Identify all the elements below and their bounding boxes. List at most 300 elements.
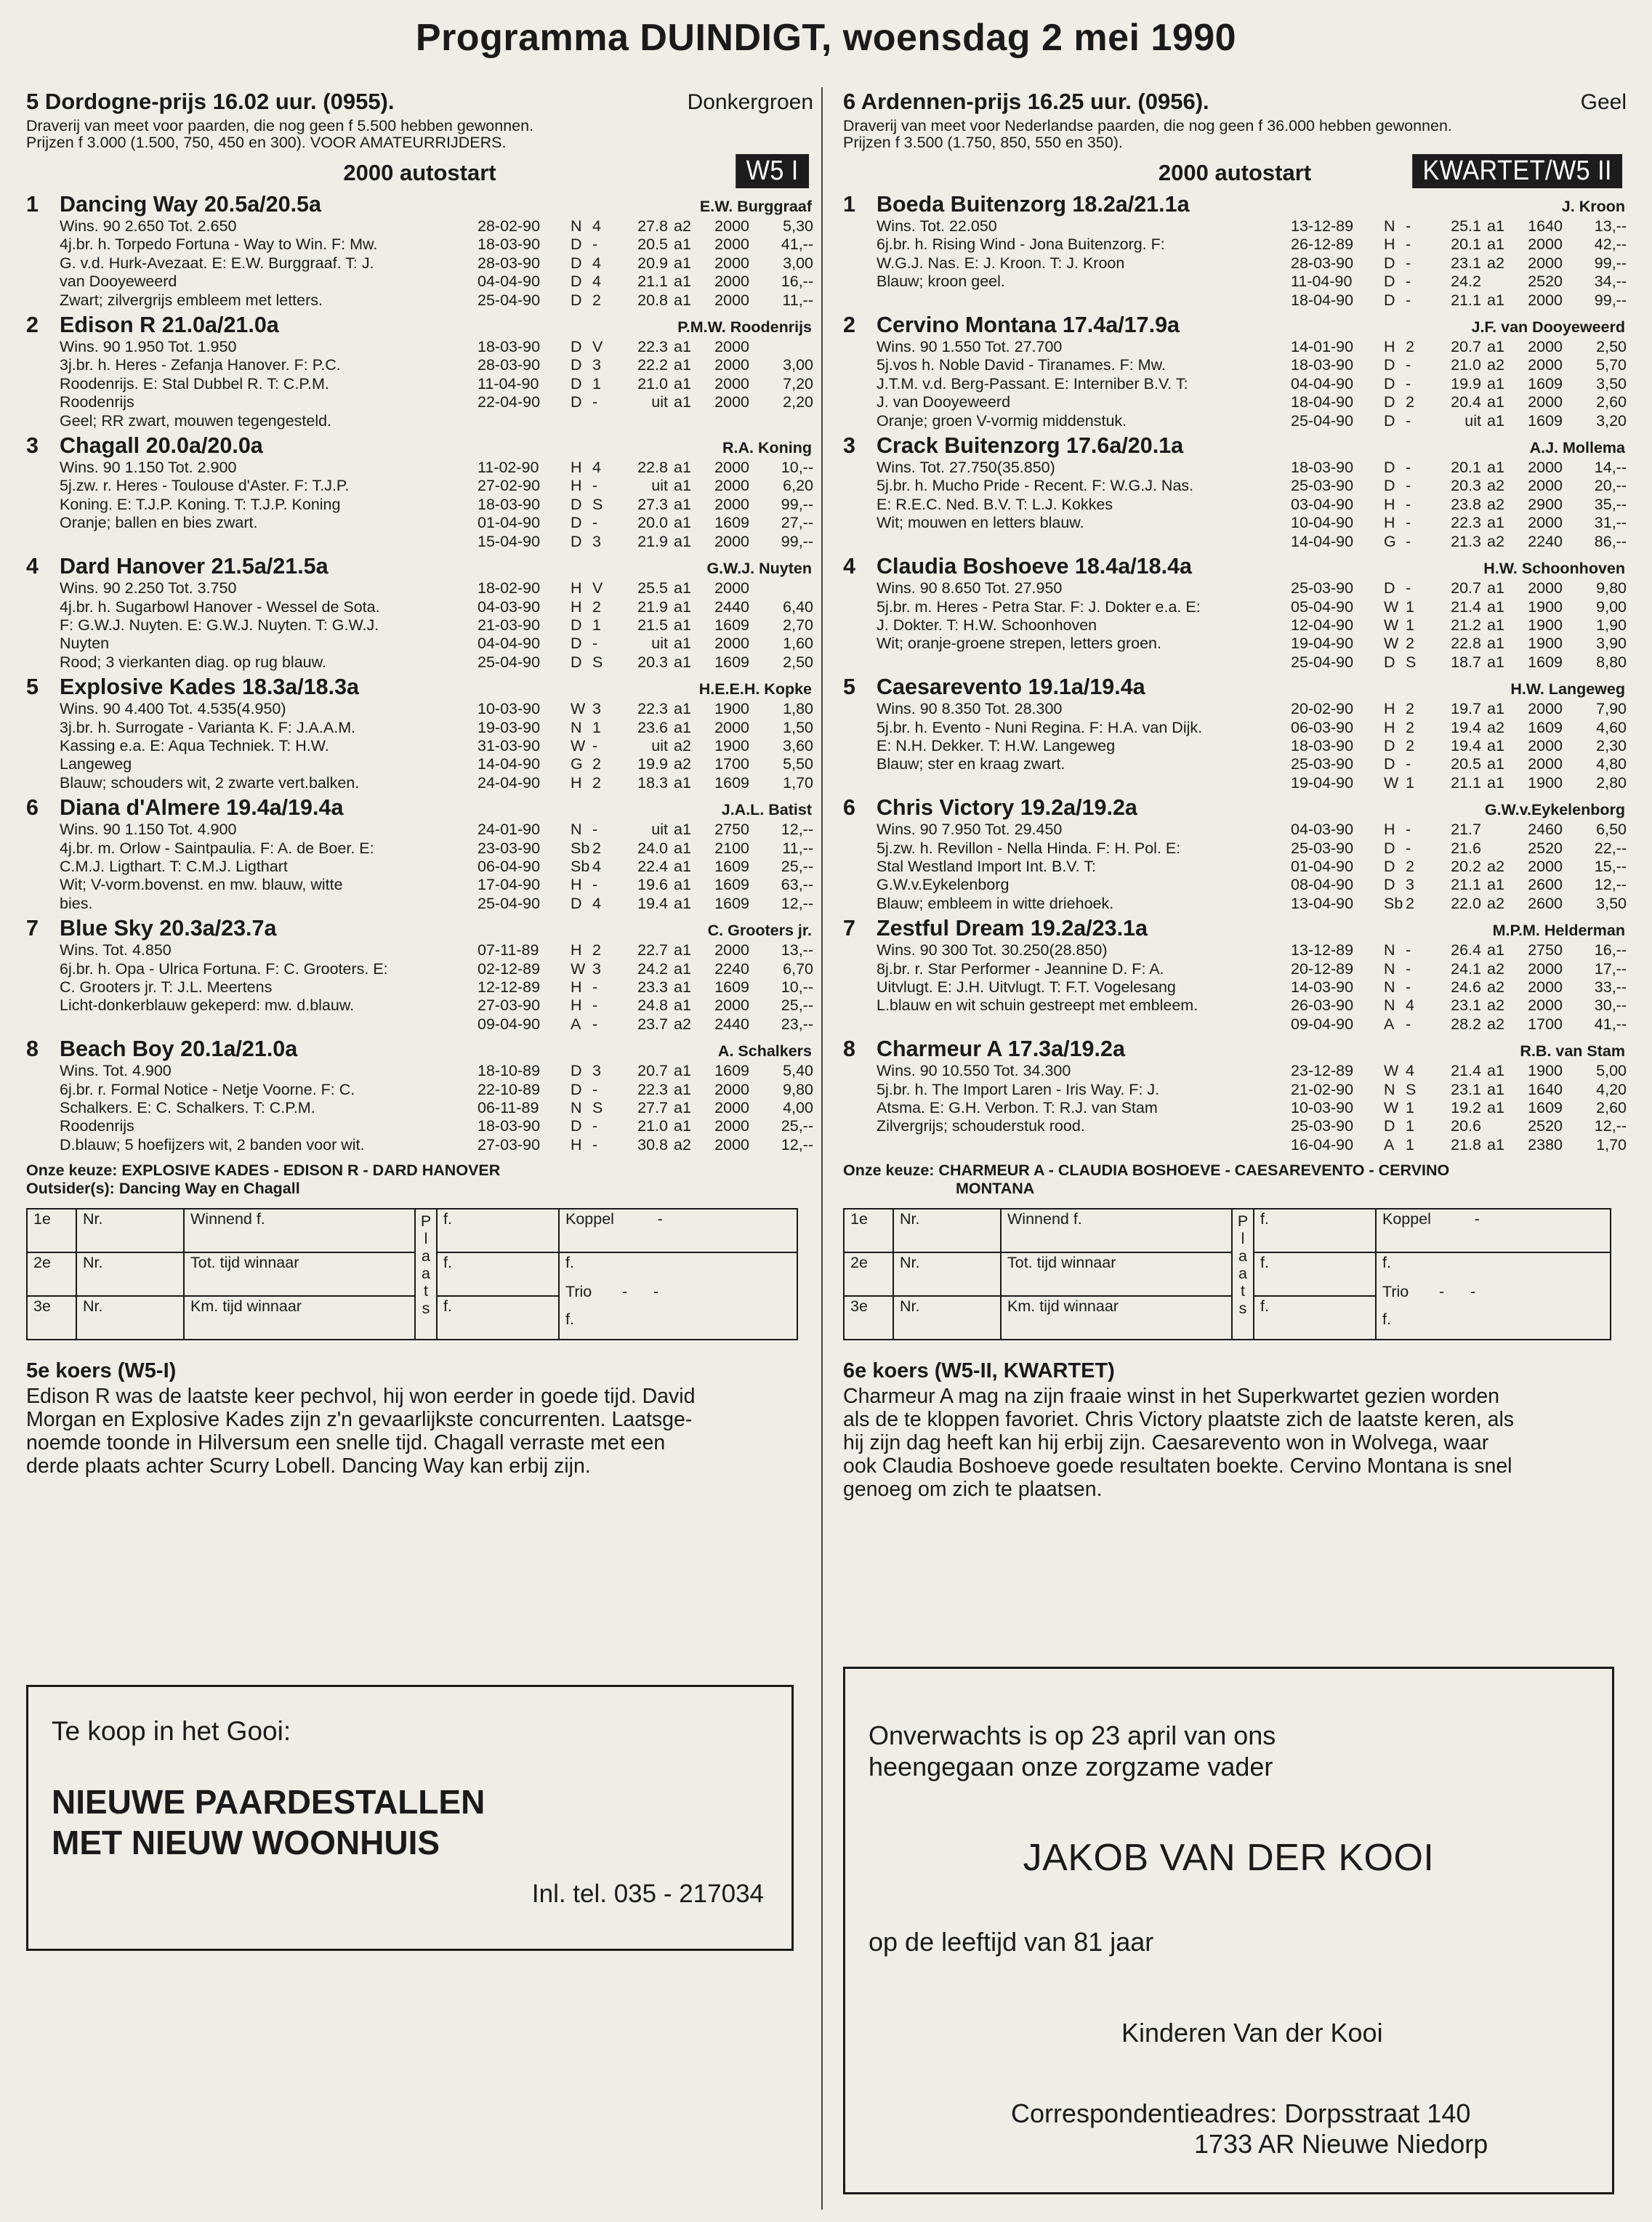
perf-date: 13-04-90: [1291, 894, 1354, 912]
perf-prize: 5,50: [783, 755, 813, 773]
result-place: 1e: [27, 1209, 76, 1252]
perf-track: D: [571, 616, 582, 634]
plaats-letter: s: [1238, 1300, 1247, 1318]
perf-track: D: [571, 236, 582, 254]
perf-start: a1: [674, 997, 691, 1015]
perf-track: H: [1384, 700, 1395, 718]
perf-track: N: [571, 821, 582, 839]
perf-distance: 2000: [714, 236, 749, 254]
perf-date: 08-04-90: [1291, 876, 1354, 894]
perf-date: 18-03-90: [478, 338, 541, 356]
autostart-label: 2000 autostart: [343, 160, 496, 185]
horse-details: [26, 941, 813, 1034]
perf-date: 25-03-90: [1291, 477, 1354, 495]
perf-distance: 1900: [1528, 635, 1563, 653]
perf-track: H: [571, 978, 582, 996]
horse-info-line: E: N.H. Dekker. T: H.W. Langeweg: [877, 736, 1116, 754]
perf-date: 18-03-90: [1291, 356, 1354, 374]
horse-info: [60, 821, 478, 913]
perf-prize: 2,50: [783, 653, 813, 671]
perf-distance: 2600: [1528, 876, 1563, 894]
perf-start: a1: [1487, 1135, 1504, 1154]
performance-row: [1291, 858, 1627, 876]
perf-prize: 1,90: [1596, 616, 1627, 634]
perf-start: a1: [1487, 941, 1504, 959]
perf-distance: 2000: [714, 459, 749, 477]
horse-performance: [478, 459, 813, 551]
perf-start: a1: [674, 978, 691, 996]
perf-position: -: [1406, 254, 1411, 272]
horse-name: [843, 554, 1192, 579]
plaats-amount: f.: [1254, 1252, 1376, 1296]
perf-track: H: [1384, 514, 1395, 532]
result-nr: Nr.: [893, 1296, 1001, 1340]
horse-details: [843, 579, 1627, 672]
perf-prize: 10,--: [781, 459, 813, 477]
perf-start: a2: [1487, 254, 1504, 272]
horse-info: [60, 459, 478, 551]
perf-start: a2: [674, 217, 691, 235]
perf-position: 3: [592, 959, 601, 978]
perf-date: 12-12-89: [478, 978, 541, 996]
horse-name-text: Claudia Boshoeve 18.4a/18.4a: [877, 554, 1192, 579]
horse-details: [843, 700, 1627, 792]
perf-date: 24-04-90: [478, 773, 541, 792]
perf-distance: 2000: [1528, 978, 1563, 996]
performance-row: [478, 1015, 813, 1034]
perf-distance: 1900: [1528, 773, 1563, 792]
perf-distance: 1640: [1528, 1080, 1563, 1098]
perf-start: a1: [674, 1099, 691, 1117]
horse-info: [877, 459, 1291, 551]
perf-start: a2: [674, 1015, 691, 1033]
horse-info-line: Wins. Tot. 22.050: [877, 217, 997, 235]
perf-prize: 5,30: [783, 217, 813, 235]
perf-date: 15-04-90: [478, 532, 541, 550]
horse-name: [843, 795, 1137, 821]
horse-info-line: Wins. 90 7.950 Tot. 29.450: [877, 821, 1063, 839]
perf-prize: 99,--: [781, 495, 813, 513]
perf-date: 09-04-90: [478, 1015, 541, 1033]
race-header: [843, 89, 1627, 115]
plaats-label: [415, 1209, 437, 1340]
perf-track: D: [1384, 579, 1395, 597]
race-title: 5 Dordogne-prijs 16.02 uur. (0955).: [26, 89, 395, 114]
horse-driver: A.J. Mollema: [1529, 439, 1625, 457]
perf-prize: [749, 338, 813, 356]
performance-row: [478, 533, 813, 551]
perf-time: 20.6: [1451, 1117, 1481, 1135]
perf-track: N: [571, 718, 582, 736]
horse-info-line: Wins. 90 300 Tot. 30.250(28.850): [877, 941, 1108, 959]
horse-info-line: E: R.E.C. Ned. B.V. T: L.J. Kokkes: [877, 495, 1113, 513]
horse-name: [26, 675, 359, 700]
perf-position: -: [592, 821, 598, 839]
horse-driver: J.F. van Dooyeweerd: [1471, 318, 1625, 337]
plaats-amount: f.: [1254, 1296, 1376, 1340]
result-label: Tot. tijd winnaar: [184, 1252, 415, 1296]
horse-name-text: Explosive Kades 18.3a/18.3a: [60, 675, 360, 700]
perf-date: 01-04-90: [1291, 857, 1354, 875]
perf-position: -: [592, 1135, 598, 1154]
perf-time: 20.3: [637, 653, 668, 671]
perf-prize: 31,--: [1594, 514, 1627, 532]
perf-track: D: [571, 514, 582, 532]
perf-start: a2: [1487, 477, 1504, 495]
perf-date: 13-12-89: [1291, 217, 1354, 235]
perf-start: a1: [1487, 374, 1504, 393]
perf-position: S: [592, 1099, 603, 1117]
horse-name: [26, 1036, 297, 1062]
perf-position: -: [1406, 459, 1411, 477]
perf-time: 20.7: [1451, 338, 1481, 356]
perf-prize: 34,--: [1594, 273, 1627, 291]
perf-start: a1: [1487, 755, 1504, 773]
horse-entry: [843, 433, 1627, 551]
perf-date: 04-03-90: [478, 597, 541, 616]
horse-info-line: 3j.br. h. Heres - Zefanja Hanover. F: P.C.: [60, 356, 341, 374]
horse-details: [843, 821, 1627, 913]
horse-info-line: Licht-donkerblauw gekeperd: mw. d.blauw.: [60, 997, 355, 1015]
performance-row: [478, 375, 813, 393]
our-picks: [26, 1162, 813, 1198]
perf-start: a1: [674, 291, 691, 309]
perf-time: 22.8: [637, 459, 668, 477]
horse-info-line: Oranje; ballen en bies zwart.: [60, 514, 258, 532]
perf-distance: 2000: [1528, 959, 1563, 978]
perf-date: 18-04-90: [1291, 291, 1354, 309]
perf-position: 4: [592, 894, 601, 912]
result-nr: Nr.: [893, 1252, 1001, 1296]
perf-distance: 2000: [714, 941, 749, 959]
perf-distance: 2440: [714, 597, 749, 616]
plaats-letter: t: [424, 1282, 428, 1300]
perf-time: 19.6: [637, 876, 668, 894]
koppel-label: Koppel -: [1382, 1210, 1480, 1228]
perf-track: A: [1384, 1015, 1395, 1033]
horse-entry: [26, 192, 813, 310]
perf-position: 1: [1406, 773, 1414, 792]
result-label: Winnend f.: [184, 1209, 415, 1252]
perf-start: a1: [674, 700, 691, 718]
perf-start: a1: [674, 254, 691, 272]
perf-position: -: [1406, 477, 1411, 495]
race-analysis-title: 5e koers (W5-I): [26, 1359, 177, 1383]
perf-position: 2: [1406, 736, 1414, 754]
perf-distance: 2000: [714, 477, 749, 495]
horse-driver: M.P.M. Helderman: [1492, 922, 1625, 940]
perf-time: 21.5: [637, 616, 668, 634]
performance-row: [478, 1117, 813, 1135]
perf-start: [1481, 273, 1516, 291]
perf-track: D: [1384, 273, 1395, 291]
perf-time: 21.2: [1451, 616, 1481, 634]
perf-track: D: [571, 291, 582, 309]
perf-track: D: [571, 532, 582, 550]
perf-prize: 12,--: [1594, 1117, 1627, 1135]
performance-row: [478, 978, 813, 997]
perf-position: -: [592, 1117, 598, 1135]
perf-distance: 2000: [1528, 356, 1563, 374]
perf-track: D: [1384, 653, 1395, 671]
perf-time: 21.4: [1451, 1062, 1481, 1080]
perf-track: N: [1384, 997, 1395, 1015]
obituary-postcode: 1733 AR Nieuwe Niedorp: [1194, 2129, 1488, 2159]
perf-position: -: [1406, 978, 1411, 996]
performance-row: [1291, 1136, 1627, 1154]
horse-info-line: Zilvergrijs; schouderstuk rood.: [877, 1117, 1085, 1135]
perf-position: 4: [1406, 997, 1414, 1015]
performance-row: [1291, 737, 1627, 755]
performance-row: [478, 774, 813, 792]
obituary-name: JAKOB VAN DER KOOI: [1023, 1837, 1435, 1879]
koppel-amount: f.: [565, 1254, 574, 1272]
perf-date: 18-10-89: [478, 1062, 541, 1080]
perf-distance: 2000: [714, 217, 749, 235]
horse-header: [26, 916, 813, 941]
trio-cell: [1376, 1252, 1611, 1340]
perf-time: 27.7: [637, 1099, 668, 1117]
horse-info-line: J. van Dooyeweerd: [877, 393, 1011, 411]
perf-date: 25-04-90: [478, 894, 541, 912]
obituary-intro-line-2: heengegaan onze zorgzame vader: [869, 1752, 1273, 1782]
horse-entry: [26, 313, 813, 430]
perf-prize: 2,60: [1596, 1099, 1627, 1117]
perf-start: a2: [1487, 718, 1504, 736]
performance-row: [478, 997, 813, 1015]
perf-start: a2: [1487, 495, 1504, 513]
horse-name: [26, 313, 279, 338]
perf-start: a1: [674, 597, 691, 616]
perf-time: 22.0: [1451, 894, 1481, 912]
perf-date: 06-03-90: [1291, 718, 1354, 736]
performance-row: [1291, 1015, 1627, 1034]
horse-performance: [478, 579, 813, 672]
horse-info-line: Wins. 90 8.350 Tot. 28.300: [877, 700, 1063, 718]
perf-track: Sb: [571, 839, 590, 857]
perf-time: 21.0: [637, 1117, 668, 1135]
perf-distance: 2600: [1528, 894, 1563, 912]
perf-time: 24.1: [1451, 959, 1481, 978]
perf-distance: 2000: [1528, 393, 1563, 411]
perf-date: 14-04-90: [478, 755, 541, 773]
performance-row: [1291, 635, 1627, 653]
perf-position: 4: [592, 857, 601, 875]
perf-prize: 41,--: [781, 236, 813, 254]
horse-info-line: Stal Westland Import Int. B.V. T:: [877, 857, 1096, 875]
perf-start: a2: [1487, 997, 1504, 1015]
perf-prize: 4,00: [783, 1099, 813, 1117]
horse-info-line: 3j.br. h. Surrogate - Varianta K. F: J.A.A.M.: [60, 718, 356, 736]
perf-time: 22.3: [637, 338, 668, 356]
perf-date: 10-04-90: [1291, 514, 1354, 532]
result-table: [26, 1208, 798, 1340]
ad-headline: [52, 1782, 485, 1863]
perf-distance: 2000: [714, 718, 749, 736]
horse-number: 6: [26, 795, 39, 821]
performance-row: [1291, 960, 1627, 978]
horse-name-text: Chris Victory 19.2a/19.2a: [877, 795, 1137, 821]
perf-time: 20.9: [637, 254, 668, 272]
perf-prize: 5,00: [1596, 1062, 1627, 1080]
perf-time: 21.1: [637, 273, 668, 291]
bet-type-badge: W5 I: [736, 154, 809, 188]
perf-track: W: [1384, 635, 1399, 653]
perf-prize: 99,--: [1594, 254, 1627, 272]
perf-prize: 11,--: [782, 839, 813, 857]
horse-entry: [843, 192, 1627, 310]
perf-time: 24.8: [637, 997, 668, 1015]
race-analysis-text: [843, 1385, 1627, 1501]
perf-time: 25.5: [637, 579, 668, 597]
result-place: 2e: [844, 1252, 893, 1296]
perf-date: 27-02-90: [478, 477, 541, 495]
perf-distance: 1609: [714, 876, 749, 894]
perf-distance: 2000: [714, 374, 749, 393]
result-label: Winnend f.: [1001, 1209, 1232, 1252]
perf-time: 27.3: [637, 495, 668, 513]
perf-distance: 2000: [714, 997, 749, 1015]
performance-row: [478, 477, 813, 495]
horse-name: [26, 554, 329, 579]
bet-type-badge: KWARTET/W5 II: [1412, 154, 1622, 188]
result-place: 2e: [27, 1252, 76, 1296]
perf-prize: 13,--: [1594, 217, 1627, 235]
perf-track: A: [1384, 1135, 1395, 1154]
performance-row: [478, 653, 813, 672]
horse-number: 5: [26, 675, 39, 700]
horse-info: [877, 217, 1291, 310]
perf-date: 10-03-90: [1291, 1099, 1354, 1117]
performance-row: [478, 579, 813, 597]
perf-position: 1: [1406, 597, 1414, 616]
horse-driver: R.B. van Stam: [1520, 1042, 1625, 1060]
perf-prize: 3,60: [783, 736, 813, 754]
perf-time: 24.0: [637, 839, 668, 857]
horse-info-line: J.T.M. v.d. Berg-Passant. E: Interniber B.V. T:: [877, 374, 1188, 393]
horse-info-line: Wit; mouwen en letters blauw.: [877, 514, 1084, 532]
horse-name: [843, 1036, 1125, 1062]
horse-info-line: 5j.zw. h. Revillon - Nella Hinda. F: H. Pol. E:: [877, 839, 1181, 857]
perf-track: W: [571, 700, 586, 718]
perf-date: 18-03-90: [1291, 736, 1354, 754]
perf-prize: 1,50: [783, 718, 813, 736]
horse-info-line: Rood; 3 vierkanten diag. op rug blauw.: [60, 653, 326, 671]
performance-row: [1291, 1099, 1627, 1117]
horse-driver: R.A. Koning: [722, 439, 812, 457]
perf-start: a1: [674, 857, 691, 875]
horse-number: 5: [843, 675, 855, 700]
perf-prize: 10,--: [781, 978, 813, 996]
perf-position: 1: [1406, 616, 1414, 634]
perf-position: -: [1406, 959, 1411, 978]
horse-performance: [478, 217, 813, 310]
perf-position: 2: [592, 597, 601, 616]
perf-start: a2: [1487, 356, 1504, 374]
perf-distance: 2000: [1528, 459, 1563, 477]
our-picks-line: MONTANA: [956, 1180, 1035, 1198]
race-analysis-text: [26, 1385, 813, 1478]
perf-time: uit: [651, 477, 668, 495]
race-5-column: [26, 89, 813, 1478]
perf-time: 19.9: [1451, 374, 1481, 393]
perf-time: 21.9: [637, 532, 668, 550]
perf-start: a1: [674, 393, 691, 411]
race-analysis-line: noemde toonde in Hilversum een snelle tijd. Chagall verraste met een: [26, 1431, 666, 1455]
perf-prize: 33,--: [1594, 978, 1627, 996]
perf-prize: 20,--: [1594, 477, 1627, 495]
perf-prize: 3,00: [783, 356, 813, 374]
horse-number: 7: [843, 916, 855, 941]
result-place: 3e: [844, 1296, 893, 1340]
perf-track: H: [571, 997, 582, 1015]
perf-track: D: [1384, 356, 1395, 374]
horse-header: [26, 1036, 813, 1062]
perf-date: 22-04-90: [478, 393, 541, 411]
perf-prize: 9,80: [783, 1080, 813, 1098]
perf-date: 25-04-90: [1291, 653, 1354, 671]
trio-amount: f.: [565, 1311, 574, 1329]
horse-info-line: Uitvlugt. E: J.H. Uitvlugt. T: F.T. Vogelesang: [877, 978, 1176, 996]
perf-position: S: [592, 653, 603, 671]
perf-date: 18-02-90: [478, 579, 541, 597]
perf-position: 2: [1406, 718, 1414, 736]
horse-entry: [843, 916, 1627, 1034]
perf-start: a1: [1487, 579, 1504, 597]
horse-number: 3: [26, 433, 39, 459]
ad-phone: Inl. tel. 035 - 217034: [531, 1880, 764, 1908]
perf-position: -: [1406, 273, 1411, 291]
perf-prize: 25,--: [781, 1117, 813, 1135]
performance-row: [478, 616, 813, 635]
perf-start: a1: [674, 1117, 691, 1135]
perf-distance: 2000: [1528, 477, 1563, 495]
perf-start: a1: [1487, 736, 1504, 754]
perf-track: D: [571, 393, 582, 411]
performance-row: [1291, 598, 1627, 616]
horse-driver: P.M.W. Roodenrijs: [677, 318, 812, 337]
perf-track: D: [571, 1080, 582, 1098]
race-analysis-line: hij zijn dag heeft kan hij erbij zijn. Caesarevento won in Wolvega, waar: [843, 1431, 1489, 1455]
horse-info: [877, 700, 1291, 792]
perf-prize: 42,--: [1594, 236, 1627, 254]
horse-details: [843, 338, 1627, 430]
perf-date: 14-01-90: [1291, 338, 1354, 356]
perf-date: 11-04-90: [478, 374, 539, 393]
race-analysis-line: Charmeur A mag na zijn fraaie winst in het Superkwartet gezien worden: [843, 1385, 1499, 1409]
perf-track: H: [571, 459, 582, 477]
our-picks: [843, 1162, 1627, 1198]
perf-date: 20-02-90: [1291, 700, 1354, 718]
result-row: [844, 1209, 1611, 1252]
perf-position: -: [1406, 495, 1411, 513]
perf-track: N: [1384, 217, 1395, 235]
perf-start: a1: [674, 718, 691, 736]
perf-prize: 1,70: [783, 773, 813, 792]
perf-time: 21.6: [1451, 839, 1481, 857]
horse-info-line: Wins. Tot. 27.750(35.850): [877, 459, 1055, 477]
perf-distance: 2000: [714, 579, 749, 597]
horse-name-text: Dancing Way 20.5a/20.5a: [60, 192, 321, 217]
perf-track: H: [571, 597, 582, 616]
perf-track: D: [1384, 291, 1395, 309]
perf-track: W: [1384, 1062, 1399, 1080]
horse-info-line: C.M.J. Ligthart. T: C.M.J. Ligthart: [60, 857, 288, 875]
horse-details: [843, 941, 1627, 1034]
koppel-label: Koppel -: [565, 1210, 663, 1228]
perf-position: 1: [1406, 1117, 1414, 1135]
perf-time: uit: [651, 635, 668, 653]
